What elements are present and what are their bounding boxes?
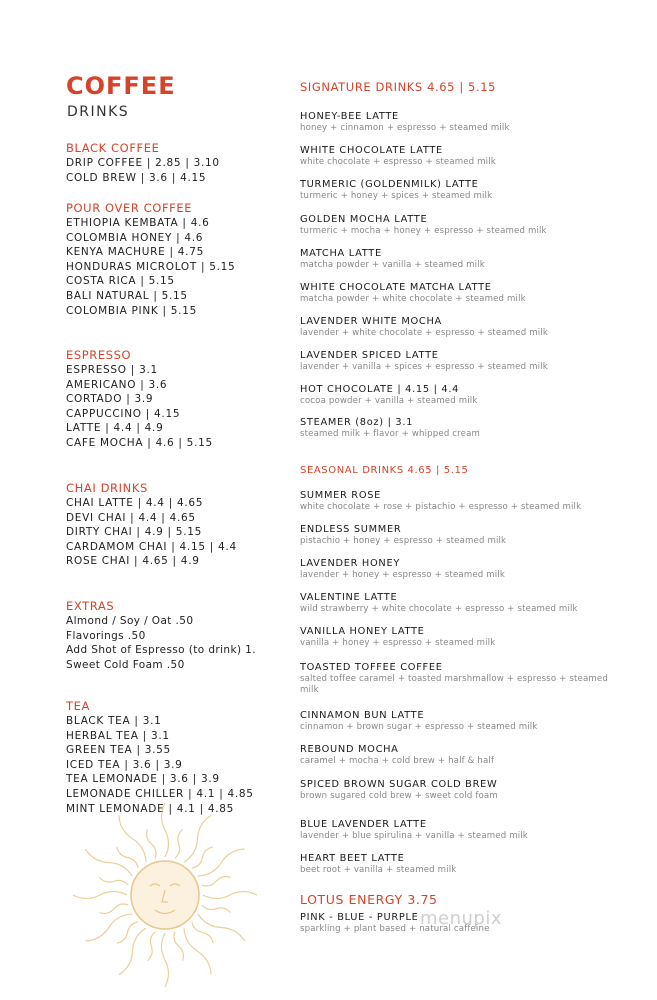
menu-item: COLD BREW | 3.6 | 4.15 (66, 171, 207, 184)
sun-ray (203, 892, 257, 899)
drink-description: honey + cinnamon + espresso + steamed milk (300, 123, 510, 133)
drink-item (300, 819, 630, 842)
menu-item: ROSE CHAI | 4.65 | 4.9 (66, 555, 200, 568)
drink-description: steamed milk + flavor + whipped cream (300, 429, 481, 439)
signature-heading: SIGNATURE DRINKS 4.65 | 5.15 (300, 80, 497, 94)
drink-item (300, 111, 630, 134)
drink-name: TOASTED TOFFEE COFFEE (300, 662, 443, 673)
seasonal-heading: SEASONAL DRINKS 4.65 | 5.15 (300, 465, 469, 476)
drink-item (300, 853, 630, 876)
drink-item (300, 248, 630, 271)
sun-ray (162, 803, 169, 857)
menu-item: AMERICANO | 3.6 (66, 378, 168, 391)
menu-item: TEA LEMONADE | 3.6 | 3.9 (66, 773, 220, 786)
drink-name: LAVENDER WHITE MOCHA (300, 316, 442, 327)
section-black-coffee (66, 141, 220, 185)
menu-item: DIRTY CHAI | 4.9 | 5.15 (66, 526, 202, 539)
drink-name: SPICED BROWN SUGAR COLD BREW (300, 779, 498, 790)
drink-description: matcha powder + vanilla + steamed milk (300, 260, 485, 270)
drink-description: lavender + white chocolate + espresso + steamed milk (300, 328, 548, 338)
drink-name: SUMMER ROSE (300, 490, 382, 501)
section-pour-over (66, 201, 235, 318)
sun-ray (119, 928, 146, 975)
drink-item (300, 490, 630, 513)
section-heading: ESPRESSO (66, 348, 132, 362)
drink-item (300, 417, 630, 440)
drink-name: HOT CHOCOLATE | 4.15 | 4.4 (300, 384, 460, 395)
sun-ray (184, 815, 211, 862)
menu-item: LEMONADE CHILLER | 4.1 | 4.85 (66, 787, 254, 800)
menu-item: ESPRESSO | 3.1 (66, 364, 158, 376)
drink-item (300, 316, 630, 339)
sun-ray (147, 932, 155, 961)
section-chai (66, 481, 237, 569)
menu-item: LATTE | 4.4 | 4.9 (66, 422, 164, 435)
drink-description: beet root + vanilla + steamed milk (300, 865, 457, 875)
menu-item: MINT LEMONADE | 4.1 | 4.85 (66, 802, 235, 815)
menu-title: COFFEE (66, 72, 176, 100)
section-heading: POUR OVER COFFEE (66, 201, 193, 215)
sun-ray (73, 892, 127, 899)
drink-description: turmeric + mocha + honey + espresso + steamed milk (300, 226, 547, 236)
drink-name: HEART BEET LATTE (300, 853, 405, 864)
drink-name: HONEY-BEE LATTE (300, 111, 399, 122)
sun-face-icon (70, 800, 260, 990)
menu-item: COSTA RICA | 5.15 (66, 275, 175, 288)
drink-description: lavender + honey + espresso + steamed milk (300, 570, 505, 580)
menu-item: BALI NATURAL | 5.15 (66, 289, 188, 302)
drink-item (300, 662, 610, 696)
menu-item: Almond / Soy / Oat .50 (66, 615, 194, 627)
drink-item (300, 710, 630, 733)
menu-item: Add Shot of Espresso (to drink) 1. (66, 644, 257, 657)
drink-description: cinnamon + brown sugar + espresso + steamed milk (300, 722, 538, 732)
menu-item: CORTADO | 3.9 (66, 393, 154, 406)
menu-item: CAPPUCCINO | 4.15 (66, 407, 181, 420)
drink-description: pistachio + honey + espresso + steamed milk (300, 536, 507, 546)
drink-item (300, 350, 630, 373)
drink-name: BLUE LAVENDER LATTE (300, 819, 427, 830)
drink-name: STEAMER (8oz) | 3.1 (300, 417, 414, 428)
drink-description: salted toffee caramel + toasted marshmallow + espresso + steamed milk (300, 674, 608, 695)
sun-ray (85, 914, 132, 941)
menu-item: HONDURAS MICROLOT | 5.15 (66, 260, 236, 273)
drink-description: lavender + vanilla + spices + espresso + steamed milk (300, 362, 548, 372)
drink-description: lavender + blue spirulina + vanilla + steamed milk (300, 831, 528, 841)
drink-name: WHITE CHOCOLATE MATCHA LATTE (300, 282, 492, 293)
drink-description: white chocolate + espresso + steamed milk (300, 157, 496, 167)
sun-ray (119, 815, 146, 862)
drink-description: sparkling + plant based + natural caffeine (300, 924, 490, 934)
menu-item: KENYA MACHURE | 4.75 (66, 246, 204, 259)
menu-item: ICED TEA | 3.6 | 3.9 (66, 758, 183, 771)
sun-ray (174, 932, 183, 961)
sun-ray (202, 905, 231, 913)
menu-item: GREEN TEA | 3.55 (66, 744, 171, 757)
menu-item: COLOMBIA PINK | 5.15 (66, 304, 197, 317)
sun-ray (147, 829, 156, 858)
menu-item: COLOMBIA HONEY | 4.6 (66, 231, 204, 244)
drink-item (300, 384, 630, 407)
lotus-heading: LOTUS ENERGY 3.75 (300, 892, 438, 907)
drink-name: PINK - BLUE - PURPLE (300, 912, 419, 923)
drink-item (300, 626, 630, 649)
drink-name: MATCHA LATTE (300, 248, 382, 259)
drink-name: LAVENDER SPICED LATTE (300, 350, 439, 361)
section-tea (66, 699, 254, 816)
drink-name: ENDLESS SUMMER (300, 524, 402, 535)
drink-item (300, 179, 630, 202)
drink-name: VALENTINE LATTE (300, 592, 398, 603)
drink-description: caramel + mocha + cold brew + half & half (300, 756, 495, 766)
watermark-text: menupix (420, 908, 503, 929)
drink-description: vanilla + honey + espresso + steamed milk (300, 638, 496, 648)
sun-ray (184, 928, 211, 975)
menu-item: ETHIOPIA KEMBATA | 4.6 (66, 217, 210, 229)
drink-description: wild strawberry + white chocolate + espresso + steamed milk (300, 604, 578, 614)
drink-name: TURMERIC (GOLDENMILK) LATTE (300, 179, 479, 190)
menu-item: BLACK TEA | 3.1 (66, 715, 162, 727)
sun-ray (99, 904, 128, 913)
menu-item: HERBAL TEA | 3.1 (66, 729, 170, 742)
sun-ray (198, 914, 245, 941)
drink-name: VANILLA HONEY LATTE (300, 626, 425, 637)
drink-item (300, 282, 630, 305)
drink-item (300, 145, 630, 168)
drink-item (300, 558, 630, 581)
sun-ray (99, 877, 128, 885)
section-heading: BLACK COFFEE (66, 141, 160, 155)
drink-item (300, 524, 630, 547)
drink-item (300, 592, 630, 615)
drink-description: cocoa powder + vanilla + steamed milk (300, 396, 478, 406)
drink-item (300, 744, 630, 767)
drink-name: GOLDEN MOCHA LATTE (300, 214, 428, 225)
menu-item: Sweet Cold Foam .50 (66, 658, 185, 671)
sun-ray (162, 933, 169, 987)
menu-item: DEVI CHAI | 4.4 | 4.65 (66, 511, 196, 524)
menu-subtitle: DRINKS (67, 104, 130, 120)
drink-item (300, 214, 630, 237)
menu-item: DRIP COFFEE | 2.85 | 3.10 (66, 157, 220, 169)
drink-name: CINNAMON BUN LATTE (300, 710, 425, 721)
drink-name: WHITE CHOCOLATE LATTE (300, 145, 443, 156)
section-heading: TEA (66, 699, 90, 713)
section-espresso (66, 348, 213, 451)
drink-name: REBOUND MOCHA (300, 744, 399, 755)
drink-name: LAVENDER HONEY (300, 558, 401, 569)
sun-ray (85, 849, 132, 876)
drink-description: brown sugared cold brew + sweet cold foam (300, 791, 498, 801)
sun-ray (175, 829, 183, 858)
section-extras (66, 599, 256, 672)
drink-description: white chocolate + rose + pistachio + espresso + steamed milk (300, 502, 582, 512)
drink-description: turmeric + honey + spices + steamed milk (300, 191, 493, 201)
sun-ray (202, 877, 231, 886)
menu-item: CHAI LATTE | 4.4 | 4.65 (66, 497, 204, 509)
drink-description: matcha powder + white chocolate + steamed milk (300, 294, 526, 304)
section-heading: CHAI DRINKS (66, 481, 148, 495)
menu-item: CARDAMOM CHAI | 4.15 | 4.4 (66, 540, 237, 553)
drink-item (300, 779, 630, 802)
menu-item: Flavorings .50 (66, 629, 146, 642)
section-heading: EXTRAS (66, 599, 115, 613)
sun-ray (198, 849, 245, 876)
menu-item: CAFE MOCHA | 4.6 | 5.15 (66, 436, 213, 449)
